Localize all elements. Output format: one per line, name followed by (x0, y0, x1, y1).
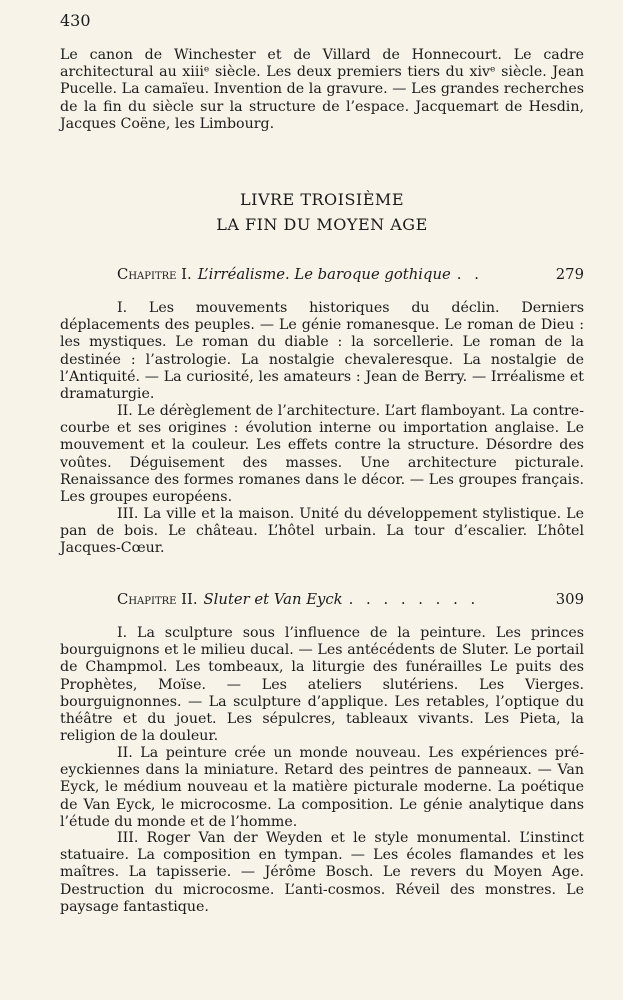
chapter-2-section-2: II. La peinture crée un monde nouveau. Les expériences pré-eyckiennes dans la miniature. Retard des peintres de panneaux. — Van Eyck, le médium nouveau et la matière picturale moderne. La poétique de Van Eyck, le microcosme. La composition. Le génie analytique dans l’étude du monde et de l’homme. (60, 745, 584, 830)
book-subtitle: LA FIN DU MOYEN AGE (216, 215, 428, 234)
chapter-2-label: Chapitre II. (117, 591, 198, 608)
chapter-2-page: 309 (555, 591, 584, 608)
chapter-1-leader: . . (456, 266, 483, 283)
chapter-1-section-1: I. Les mouvements historiques du déclin. Derniers déplacements des peuples. — Le génie romanesque. Le roman de Dieu : les mystiques. Le roman du diable : la sorcellerie. Le roman de la destinée : l’astrologie. La nostalgie chevaleresque. La nostalgie de l’Antiquité. — La curiosité, les amateurs : Jean de Berry. — Irréalisme et dramaturgie. (60, 300, 584, 403)
intro-paragraph: Le canon de Winchester et de Villard de Honnecourt. Le cadre architectural au xiiiᵉ siècle. Les deux premiers tiers du xivᵉ siècle. Jean Pucelle. La camaïeu. Invention de la gravure. — Les grandes recherches de la fin du siècle sur la structure de l’espace. Jacquemart de Hesdin, Jacques Coëne, les Limbourg. (60, 47, 584, 132)
book-title: LIVRE TROISIÈME (240, 190, 404, 209)
chapter-2-heading (117, 591, 584, 608)
chapter-1-section-2: II. Le dérèglement de l’architecture. L’art flamboyant. La contre-courbe et ses origines : évolution interne ou importation anglaise. Le mouvement et la couleur. Les effets contre la structure. Désordre des voûtes. Déguisement des masses. Une architecture picturale. Renaissance des formes romanes dans le décor. — Les groupes français. Les groupes européens. (60, 403, 584, 506)
chapter-2-section-1: I. La sculpture sous l’influence de la peinture. Les princes bourguignons et le milieu ducal. — Les antécédents de Sluter. Le portail de Champmol. Les tombeaux, la liturgie des funérailles Le puits des Prophètes, Moïse. — Les ateliers slutériens. Les Vierges. bourguignonnes. — La sculpture d’applique. Les retables, l’optique du théâtre et du jouet. Les sépulcres, tableaux vivants. Les Pieta, la religion de la douleur. (60, 625, 584, 745)
chapter-2-title: Sluter et Van Eyck (203, 591, 343, 608)
page-number: 430 (60, 11, 91, 30)
chapter-1-title: L’irréalisme. Le baroque gothique (197, 266, 451, 283)
chapter-1-section-3: III. La ville et la maison. Unité du développement stylistique. Le pan de bois. Le château. L’hôtel urbain. La tour d’escalier. L’hôtel Jacques-Cœur. (60, 506, 584, 557)
chapter-2-section-3: III. Roger Van der Weyden et le style monumental. L’instinct statuaire. La composition en tympan. — Les écoles flamandes et les maîtres. La tapisserie. — Jérôme Bosch. Le revers du Moyen Age. Destruction du microcosme. L’anti-cosmos. Réveil des monstres. Le paysage fantastique. (60, 830, 584, 915)
chapter-1-label: Chapitre I. (117, 266, 192, 283)
chapter-2-leader: . . . . . . . . (348, 591, 480, 608)
chapter-1-heading (117, 266, 584, 283)
chapter-1-page: 279 (555, 266, 584, 283)
